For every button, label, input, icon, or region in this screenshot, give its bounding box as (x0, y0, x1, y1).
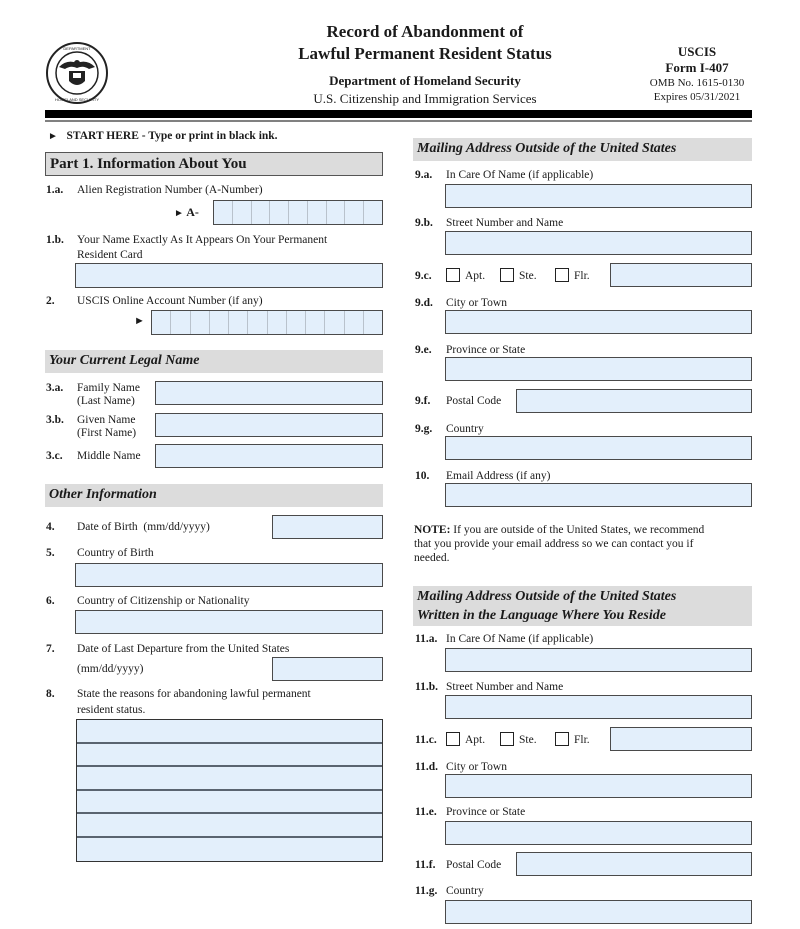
header-subrule (45, 120, 752, 122)
q8-label-line1: State the reasons for abandoning lawful permanent (77, 688, 311, 700)
q9d-label: City or Town (446, 297, 507, 309)
omb-number: OMB No. 1615-0130 (649, 77, 745, 89)
form-title-line2: Lawful Permanent Resident Status (298, 44, 552, 63)
q8-number: 8. (46, 688, 55, 700)
q2-label: USCIS Online Account Number (if any) (77, 295, 263, 307)
q11a-label: In Care Of Name (if applicable) (446, 633, 594, 645)
q1a-label: Alien Registration Number (A-Number) (77, 184, 263, 196)
start-here-instruction: ► START HERE - Type or print in black ink. (48, 130, 278, 142)
q9e-number: 9.e. (415, 344, 432, 356)
q7-label: Date of Last Departure from the United States (77, 643, 290, 655)
a-number-input[interactable] (213, 200, 383, 225)
q9a-number: 9.a. (415, 169, 433, 181)
arrow-right-icon: ► (134, 315, 145, 327)
q1b-label-line1: Your Name Exactly As It Appears On Your Permanent (77, 234, 328, 246)
other-info-heading: Other Information (45, 484, 383, 507)
q11e-label: Province or State (446, 806, 526, 818)
uscis-account-number-input[interactable] (151, 310, 383, 335)
flr-label: Flr. (574, 270, 590, 282)
native-ste-label: Ste. (519, 734, 537, 746)
native-postal-code-input[interactable] (516, 852, 752, 876)
dhs-seal-icon (45, 41, 109, 105)
q11f-label: Postal Code (446, 859, 502, 871)
date-of-departure-input[interactable] (272, 657, 383, 681)
legal-name-heading: Your Current Legal Name (45, 350, 383, 373)
q9e-label: Province or State (446, 344, 526, 356)
q4-number: 4. (46, 521, 55, 533)
q11f-number: 11.f. (415, 859, 436, 871)
q3b-number: 3.b. (46, 414, 64, 426)
email-input[interactable] (445, 483, 752, 507)
svg-text:HOMELAND SECURITY: HOMELAND SECURITY (54, 97, 100, 102)
given-name-input[interactable] (155, 413, 383, 437)
mailing-native-heading: Mailing Address Outside of the United States Written in the Language Where You Reside (413, 586, 752, 626)
q9a-label: In Care Of Name (if applicable) (446, 169, 594, 181)
department-name: Department of Homeland Security (329, 73, 521, 88)
ste-checkbox[interactable] (500, 268, 514, 282)
q11g-label: Country (446, 885, 484, 897)
q3b-label-line2: (First Name) (77, 427, 137, 439)
ste-label: Ste. (519, 270, 537, 282)
city-input[interactable] (445, 310, 752, 334)
q5-number: 5. (46, 547, 55, 559)
q11b-label: Street Number and Name (446, 681, 564, 693)
q9d-number: 9.d. (415, 297, 433, 309)
q11d-label: City or Town (446, 761, 507, 773)
native-city-input[interactable] (445, 774, 752, 798)
part1-heading: Part 1. Information About You (45, 152, 383, 176)
apt-number-input[interactable] (610, 263, 752, 287)
q4-label: Date of Birth (mm/dd/yyyy) (77, 521, 210, 533)
q10-label: Email Address (if any) (446, 470, 551, 482)
q1b-number: 1.b. (46, 234, 64, 246)
header-rule (45, 110, 752, 118)
q6-label: Country of Citizenship or Nationality (77, 595, 250, 607)
q11g-number: 11.g. (415, 885, 438, 897)
family-name-input[interactable] (155, 381, 383, 405)
native-apt-label: Apt. (465, 734, 486, 746)
q2-number: 2. (46, 295, 55, 307)
native-apt-checkbox[interactable] (446, 732, 460, 746)
q10-number: 10. (415, 470, 430, 482)
native-flr-label: Flr. (574, 734, 590, 746)
q11d-number: 11.d. (415, 761, 439, 773)
native-province-input[interactable] (445, 821, 752, 845)
q6-number: 6. (46, 595, 55, 607)
q9g-number: 9.g. (415, 423, 433, 435)
country-of-citizenship-input[interactable] (75, 610, 383, 634)
arrow-right-icon: ► (48, 131, 58, 142)
q9f-number: 9.f. (415, 395, 431, 407)
middle-name-input[interactable] (155, 444, 383, 468)
province-input[interactable] (445, 357, 752, 381)
country-input[interactable] (445, 436, 752, 460)
country-of-birth-input[interactable] (75, 563, 383, 587)
postal-code-input[interactable] (516, 389, 752, 413)
native-apt-number-input[interactable] (610, 727, 752, 751)
q11a-number: 11.a. (415, 633, 438, 645)
arrow-right-icon: ► (174, 208, 184, 219)
q11c-number: 11.c. (415, 734, 437, 746)
native-ste-checkbox[interactable] (500, 732, 514, 746)
expiration-date: Expires 05/31/2021 (653, 91, 741, 103)
q3a-label-line1: Family Name (77, 382, 140, 394)
q3c-number: 3.c. (46, 450, 63, 462)
flr-checkbox[interactable] (555, 268, 569, 282)
abandonment-reasons-textarea[interactable] (76, 719, 383, 862)
native-in-care-of-input[interactable] (445, 648, 752, 672)
q7-number: 7. (46, 643, 55, 655)
q3a-number: 3.a. (46, 382, 64, 394)
q9c-number: 9.c. (415, 270, 432, 282)
q3b-label-line1: Given Name (77, 414, 136, 426)
date-of-birth-input[interactable] (272, 515, 383, 539)
agency-short: USCIS (677, 44, 717, 59)
native-country-input[interactable] (445, 900, 752, 924)
q1a-number: 1.a. (46, 184, 64, 196)
agency-name: U.S. Citizenship and Immigration Services (313, 91, 537, 106)
name-on-card-input[interactable] (75, 263, 383, 288)
q9b-number: 9.b. (415, 217, 433, 229)
q3c-label: Middle Name (77, 450, 141, 462)
q11e-number: 11.e. (415, 806, 437, 818)
apt-label: Apt. (465, 270, 486, 282)
in-care-of-input[interactable] (445, 184, 752, 208)
native-street-input[interactable] (445, 695, 752, 719)
svg-text:DEPARTMENT: DEPARTMENT (63, 46, 91, 51)
q7-label-line2: (mm/dd/yyyy) (77, 663, 144, 675)
form-title-line1: Record of Abandonment of (326, 22, 524, 41)
apt-checkbox[interactable] (446, 268, 460, 282)
q3a-label-line2: (Last Name) (77, 395, 135, 407)
mailing-address-heading: Mailing Address Outside of the United States (413, 138, 752, 161)
email-note: NOTE: If you are outside of the United States, we recommend that you provide your email address so we can contact you if needed. (414, 524, 705, 564)
native-flr-checkbox[interactable] (555, 732, 569, 746)
q1b-label-line2: Resident Card (77, 249, 143, 261)
q11b-number: 11.b. (415, 681, 439, 693)
street-input[interactable] (445, 231, 752, 255)
q8-label-line2: resident status. (77, 704, 146, 716)
q5-label: Country of Birth (77, 547, 154, 559)
q9b-label: Street Number and Name (446, 217, 564, 229)
q9f-label: Postal Code (446, 395, 502, 407)
q9g-label: Country (446, 423, 484, 435)
a-number-prefix: ► A- (174, 205, 199, 219)
form-number: Form I-407 (665, 60, 729, 75)
